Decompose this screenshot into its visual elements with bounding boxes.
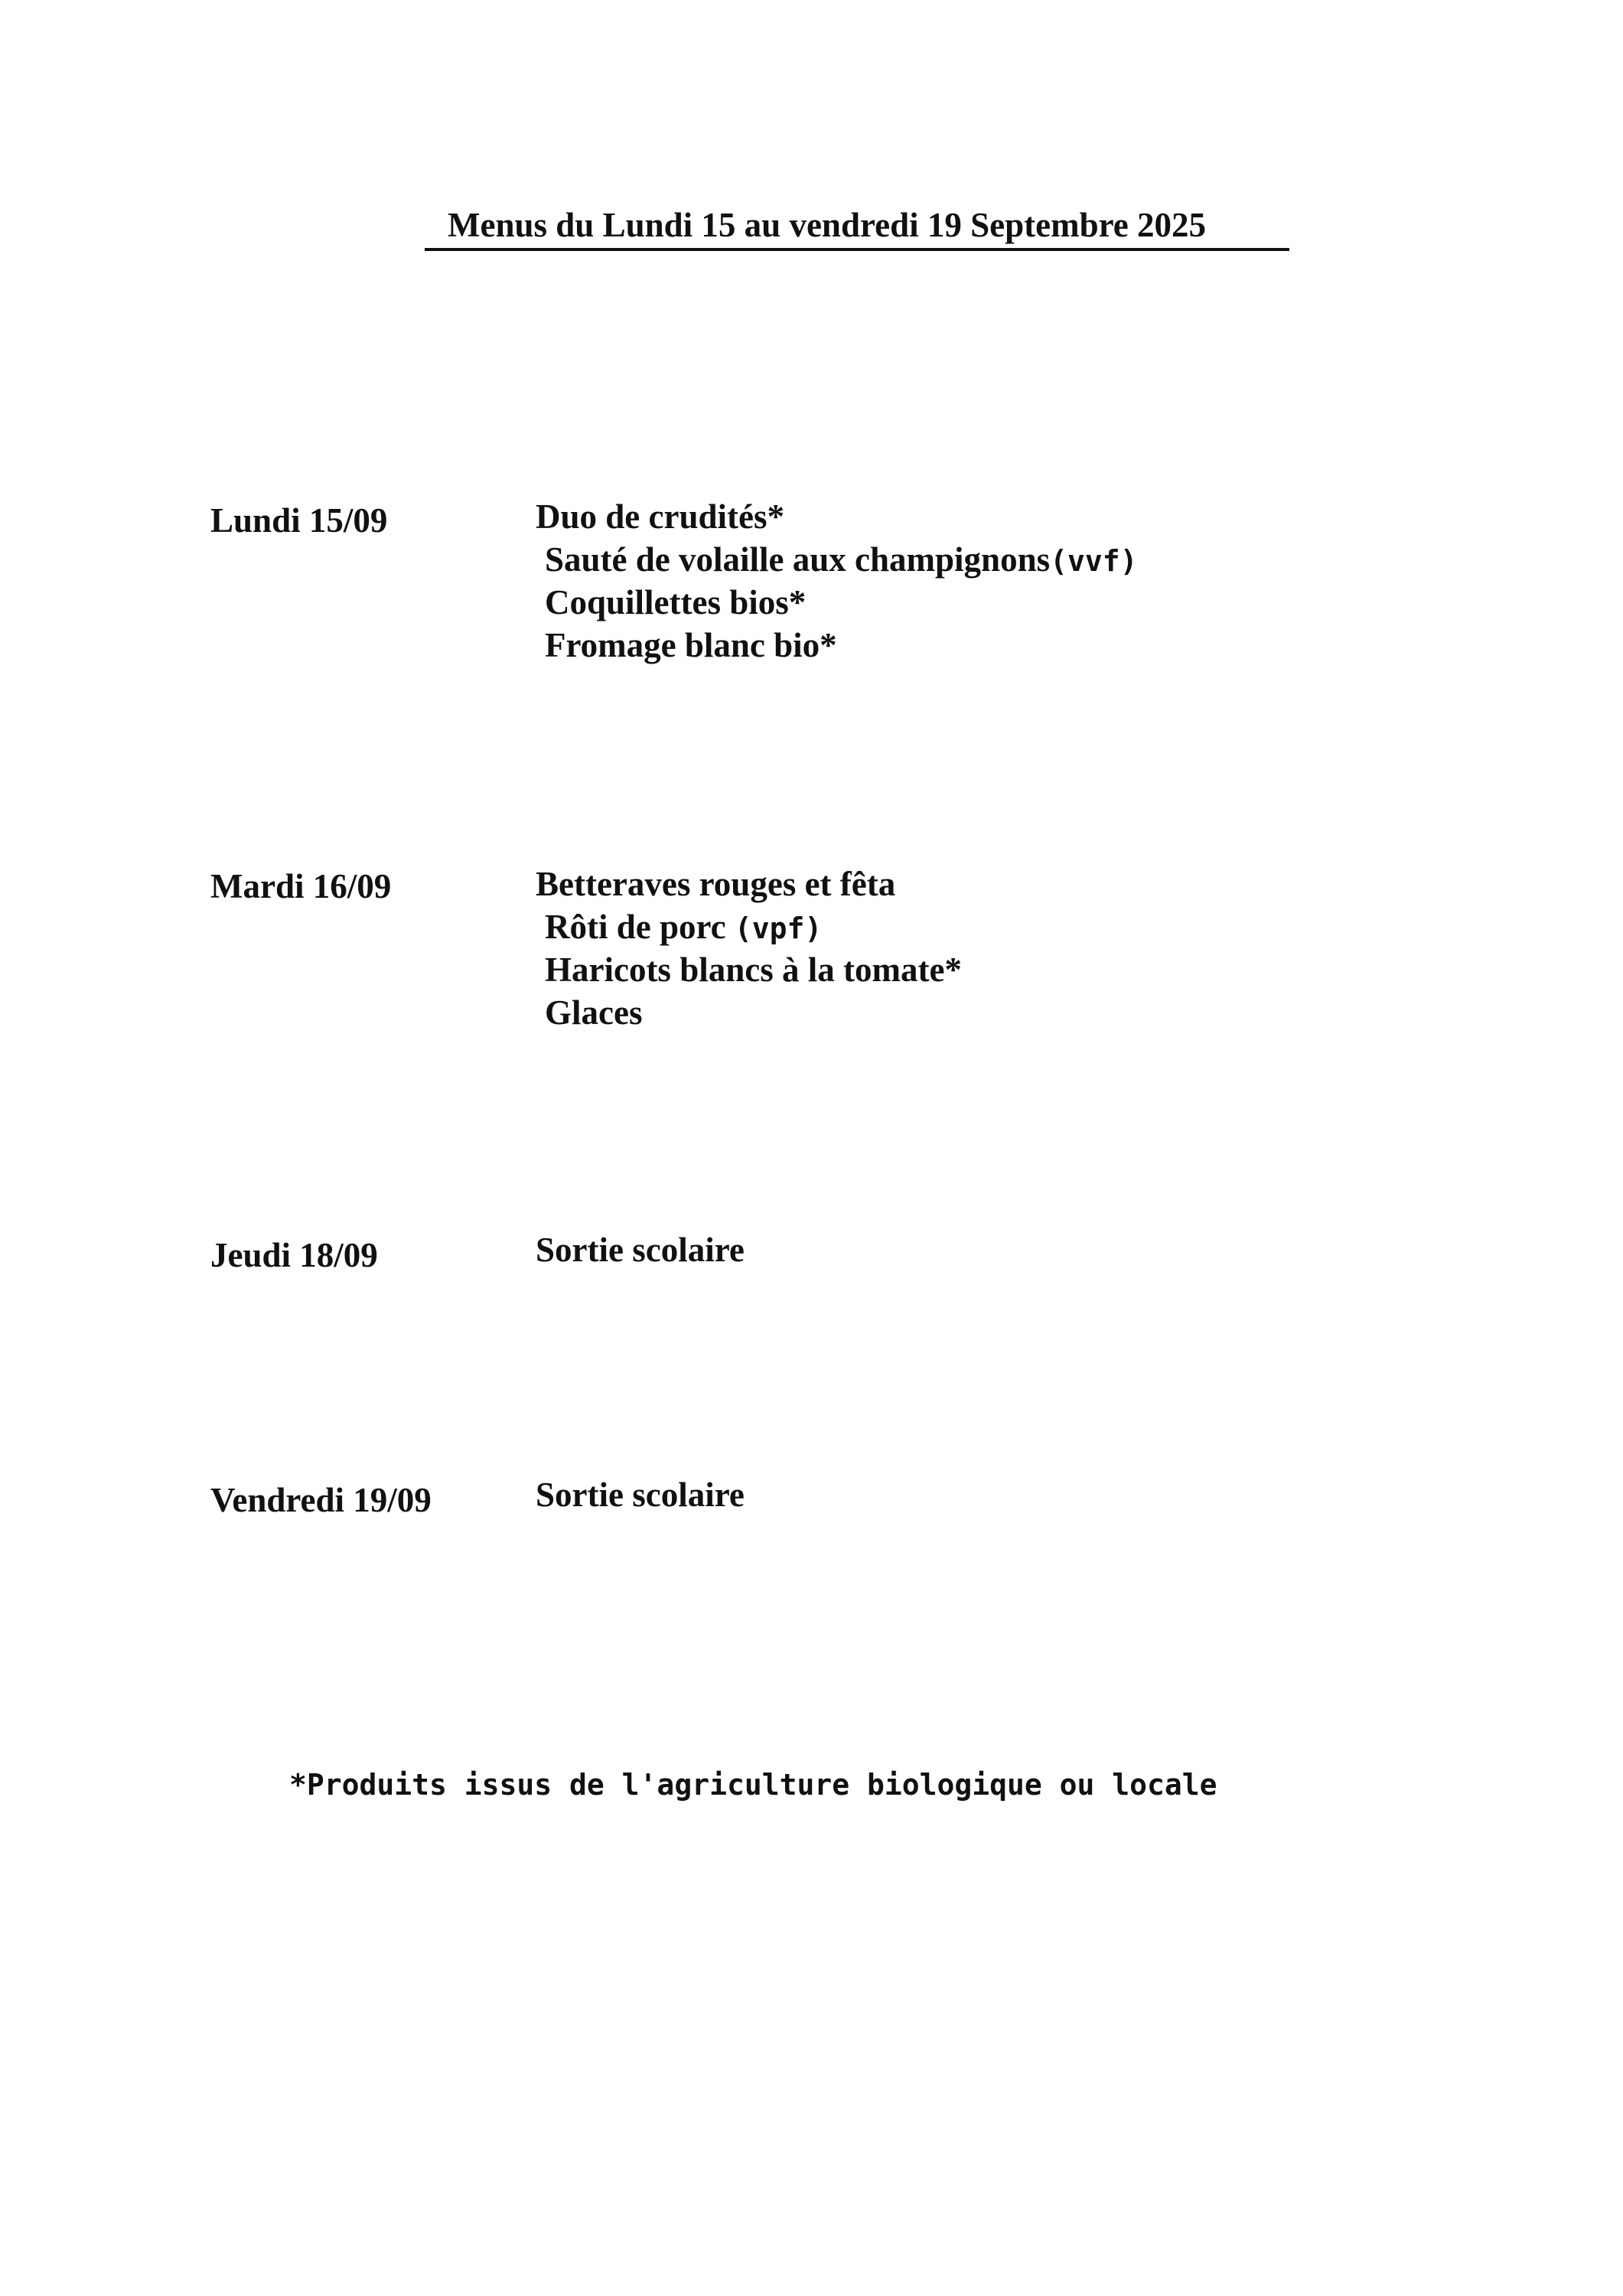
dish-item (536, 949, 962, 992)
dish-item (536, 1229, 745, 1272)
dish-text: Glaces (545, 993, 643, 1032)
dish-item (536, 863, 962, 906)
dish-code: (vvf) (1050, 544, 1138, 578)
dish-item (536, 906, 962, 949)
dish-text: Sortie scolaire (536, 1231, 745, 1269)
dish-item (536, 582, 1138, 625)
dish-text: Rôti de porc (545, 908, 735, 946)
menu-mardi (536, 863, 962, 1035)
day-label-mardi: Mardi 16/09 (210, 867, 392, 905)
dish-item (536, 625, 1138, 667)
dish-text: Duo de crudités* (536, 497, 784, 536)
dish-code: (vpf) (734, 912, 823, 945)
dish-item (536, 992, 962, 1035)
dish-text: Sortie scolaire (536, 1476, 745, 1514)
dish-item (536, 539, 1138, 582)
day-label-jeudi: Jeudi 18/09 (210, 1236, 378, 1274)
menu-vendredi (536, 1474, 745, 1517)
menu-lundi (536, 496, 1138, 667)
dish-item (536, 1474, 745, 1517)
footnote: *Produits issus de l'agriculture biologique ou locale (289, 1768, 1217, 1802)
dish-item (536, 496, 1138, 539)
dish-text: Betteraves rouges et fêta (536, 865, 896, 903)
dish-text: Fromage blanc bio* (545, 626, 837, 664)
day-label-vendredi: Vendredi 19/09 (210, 1481, 432, 1519)
page-title: Menus du Lundi 15 au vendredi 19 Septembre 2025 (425, 207, 1289, 251)
dish-text: Haricots blancs à la tomate* (545, 951, 962, 989)
menu-jeudi (536, 1229, 745, 1272)
dish-text: Coquillettes bios* (545, 583, 807, 621)
dish-text: Sauté de volaille aux champignons (545, 540, 1051, 579)
day-label-lundi: Lundi 15/09 (210, 501, 388, 540)
